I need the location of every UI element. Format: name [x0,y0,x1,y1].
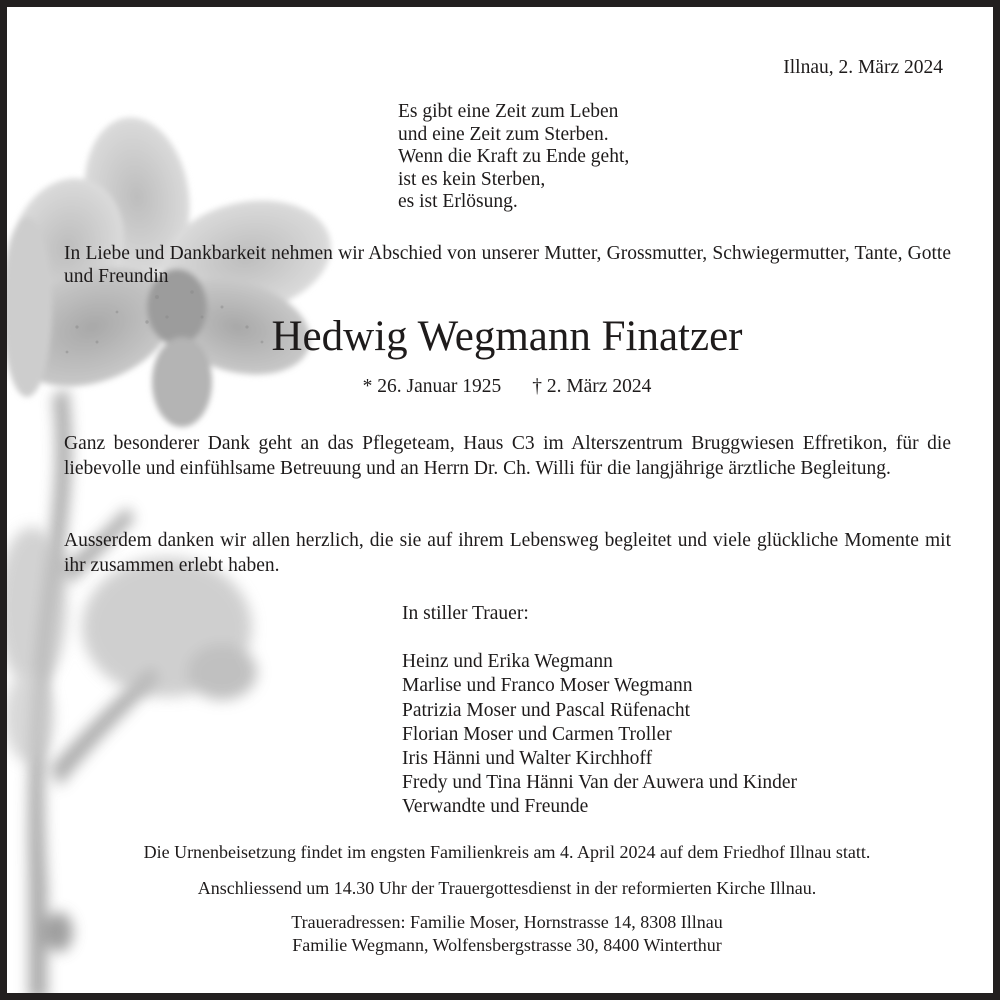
poem-line: und eine Zeit zum Sterben. [398,123,609,145]
poem [398,101,629,214]
mourner-name: Marlise und Franco Moser Wegmann [402,675,693,697]
deceased-name: Hedwig Wegmann Finatzer [271,313,743,360]
life-dates [7,376,1000,399]
place-date: Illnau, 2. März 2024 [783,57,943,78]
mourner-name: Patrizia Moser und Pascal Rüfenacht [402,699,691,721]
birth-date: * 26. Januar 1925 [362,376,502,397]
mourner-name: Heinz und Erika Wegmann [402,651,613,673]
mourner-name: Florian Moser und Carmen Troller [402,723,672,745]
mourners-list [402,602,797,820]
mourner-name: Fredy und Tina Hänni Van der Auwera und Kinder [402,772,798,794]
poem-line: Wenn die Kraft zu Ende geht, [398,146,630,167]
service-info: Anschliessend um 14.30 Uhr der Trauergottesdienst in der reformierten Kirche Illnau. [197,878,817,898]
mourner-name: Verwandte und Freunde [402,796,589,818]
address-line: Familie Wegmann, Wolfensbergstrasse 30, 8400 Winterthur [292,934,722,955]
death-date: † 2. März 2024 [532,376,652,397]
intro-text: In Liebe und Dankbarkeit nehmen wir Abschied von unserer Mutter, Grossmutter, Schwiegermutter, Tante, Gotte und Freundin [64,243,951,287]
poem-line: Es gibt eine Zeit zum Leben [398,101,619,122]
thanks-paragraph: Ausserdem danken wir allen herzlich, die sie auf ihrem Lebensweg begleitet und viele glückliche Momente mit ihr zusammen erlebt haben. [64,530,951,576]
mourners-label: In stiller Trauer: [402,603,529,624]
thanks-paragraph: Ganz besonderer Dank geht an das Pflegeteam, Haus C3 im Alterszentrum Bruggwiesen Effretikon, für die liebevolle und einfühlsame Betreuung und an Herrn Dr. Ch. Willi für die langjährige ärztliche Begleitung. [64,433,951,479]
mourner-name: Iris Hänni und Walter Kirchhoff [402,748,653,770]
poem-line: es ist Erlösung. [398,191,518,212]
burial-info: Die Urnenbeisetzung findet im engsten Familienkreis am 4. April 2024 auf dem Friedhof Illnau statt. [143,842,871,862]
address-line: Traueradressen: Familie Moser, Hornstrasse 14, 8308 Illnau [291,912,723,932]
mourning-addresses [7,911,1000,956]
poem-line: ist es kein Sterben, [398,168,546,190]
